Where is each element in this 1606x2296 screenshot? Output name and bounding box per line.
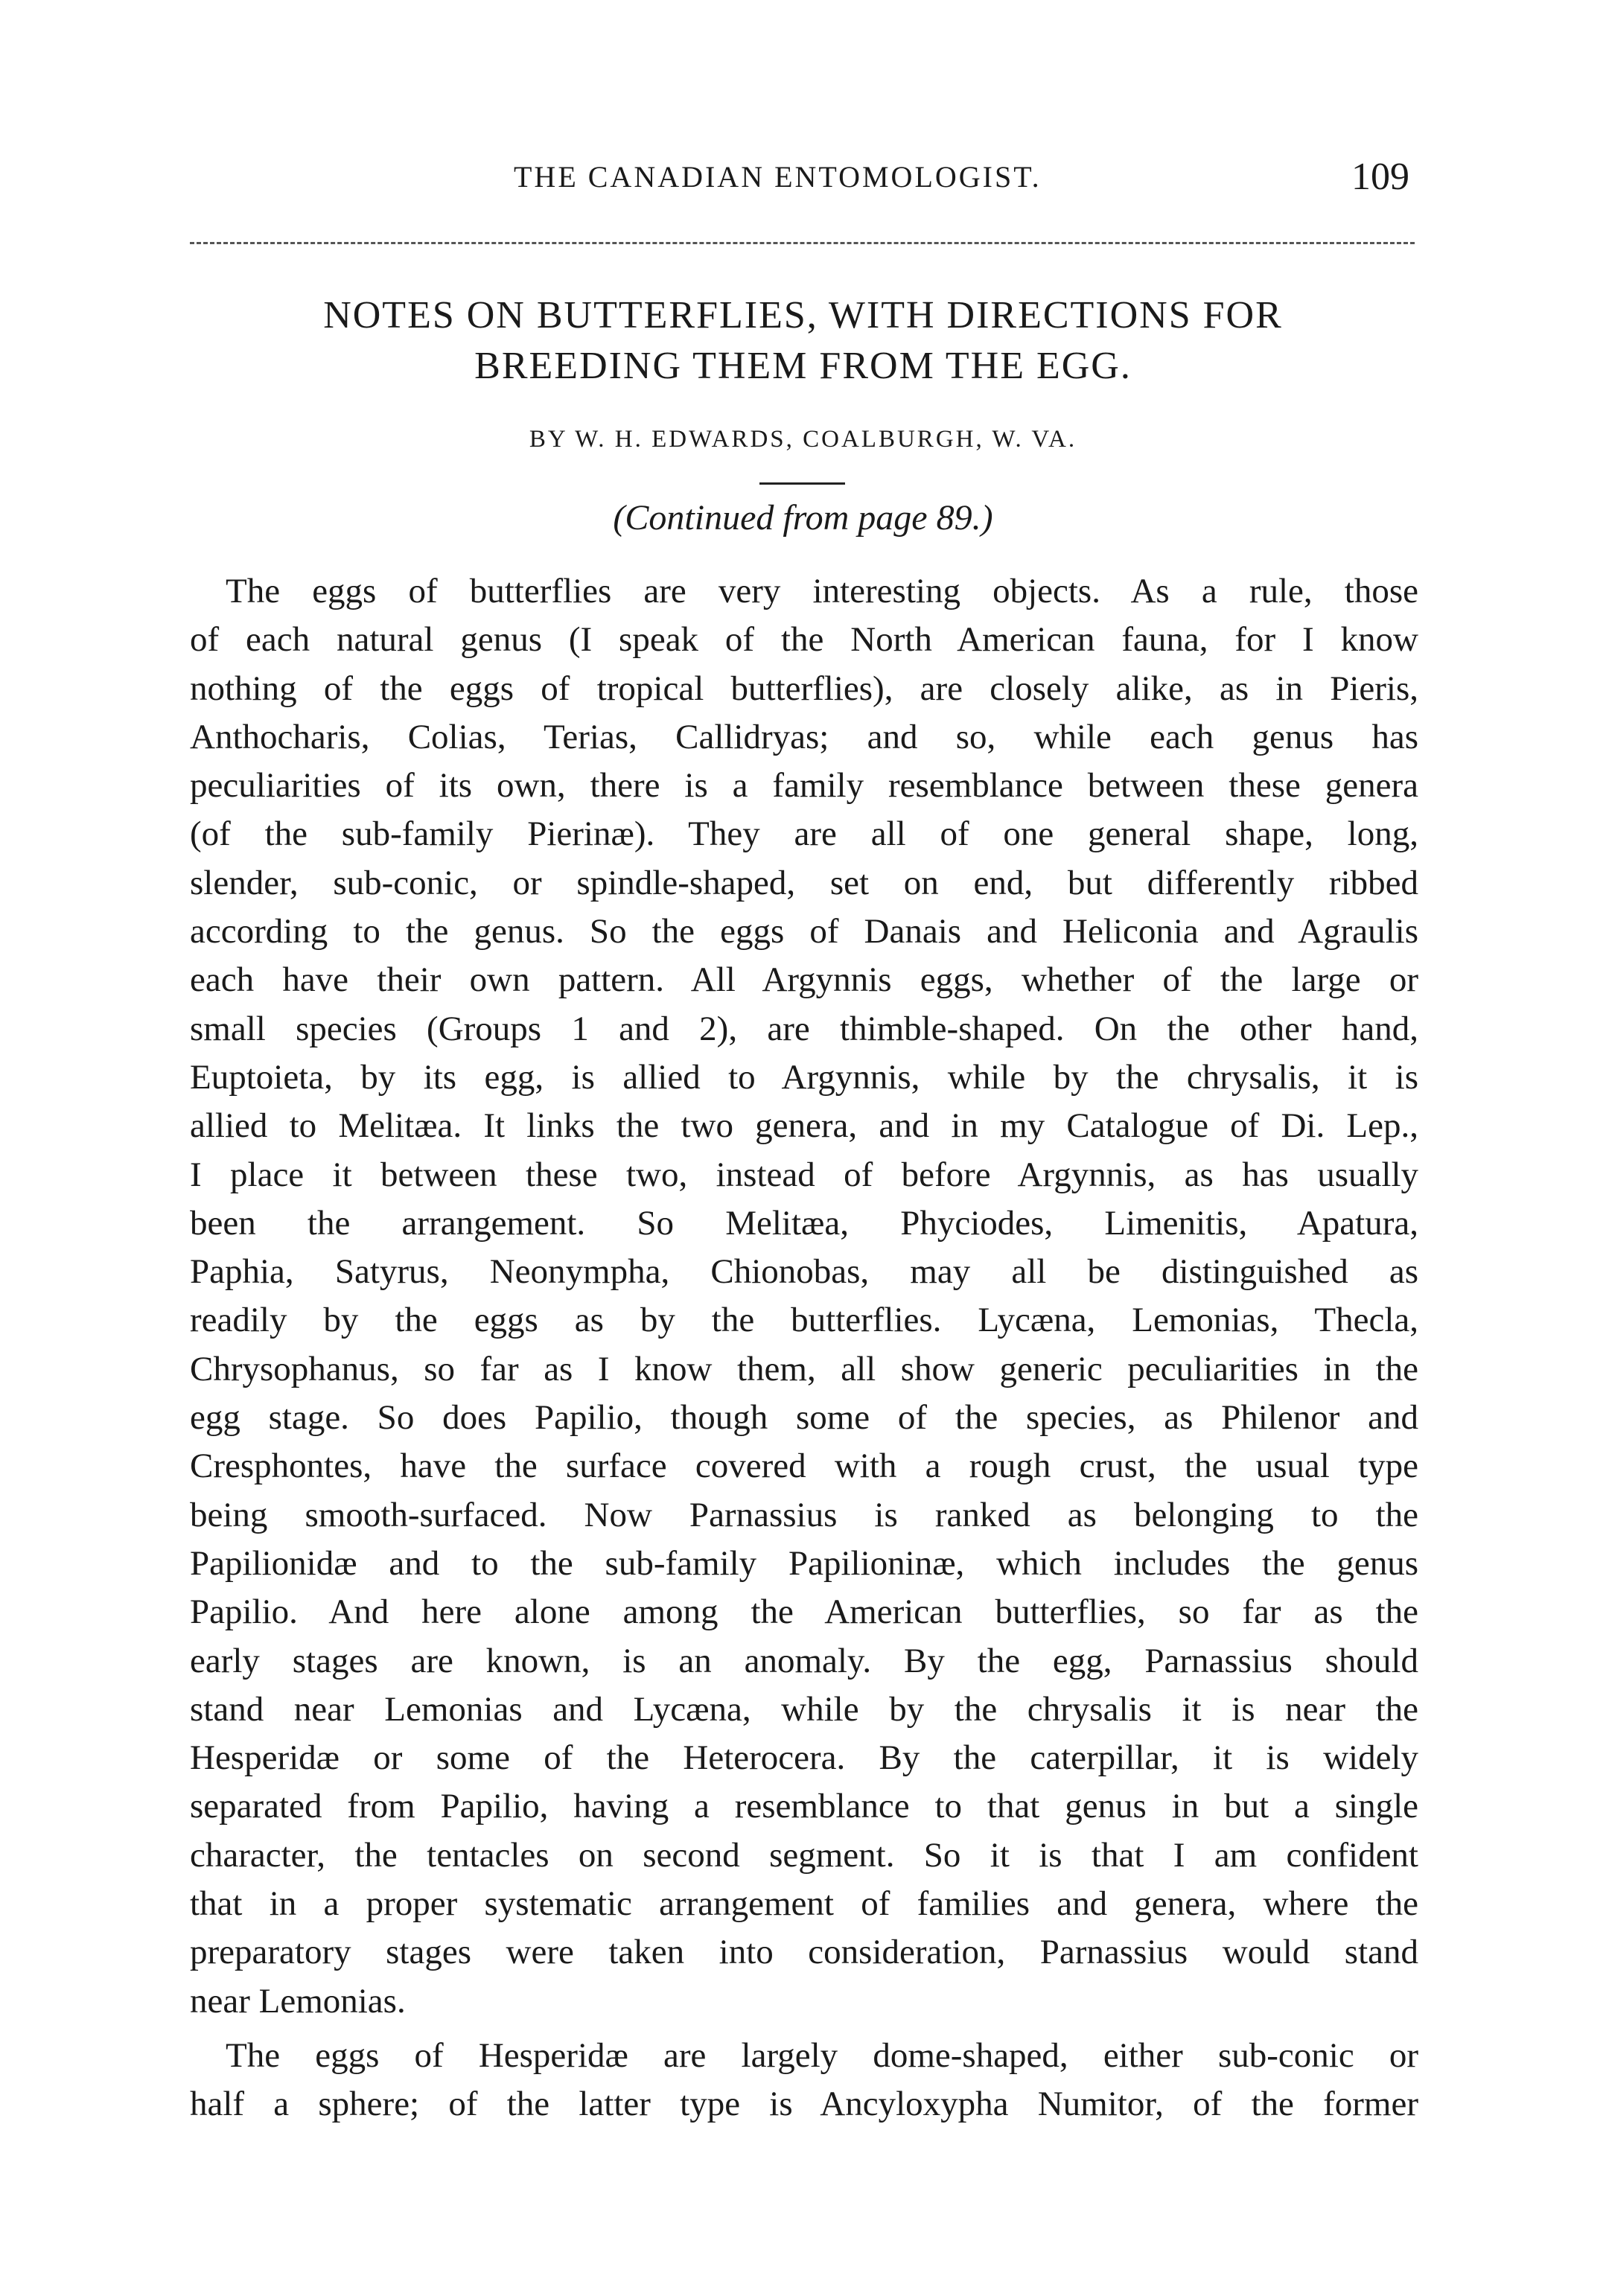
text-line: Cresphontes, have the surface covered with a rough crust, the usual type [190, 1447, 1418, 1486]
text-line: Hesperidæ or some of the Heterocera. By the caterpillar, it is widely [190, 1738, 1418, 1778]
body-text [190, 567, 1418, 2129]
paragraph [190, 2032, 1418, 2129]
article-title-line-2: BREEDING THEM FROM THE EGG. [474, 345, 1132, 387]
text-line: preparatory stages were taken into consideration, Parnassius would stand [190, 1933, 1418, 1972]
text-line: that in a proper systematic arrangement of families and genera, where the [190, 1884, 1418, 1924]
text-line: Chrysophanus, so far as I know them, all show generic peculiarities in the [190, 1349, 1418, 1388]
text-line: Papilio. And here alone among the American butterflies, so far as the [190, 1592, 1418, 1632]
article-title-line-1: NOTES ON BUTTERFLIES, WITH DIRECTIONS FOR [323, 294, 1283, 337]
text-line: early stages are known, is an anomaly. By the egg, Parnassius should [190, 1641, 1418, 1680]
text-line: character, the tentacles on second segment. So it is that I am confident [190, 1835, 1418, 1875]
text-line: each have their own pattern. All Argynnis eggs, whether of the large or [190, 960, 1418, 1000]
text-line: I place it between these two, instead of before Argynnis, as has usually [190, 1155, 1418, 1194]
text-line: peculiarities of its own, there is a family resemblance between these genera [190, 766, 1418, 806]
text-line: been the arrangement. So Melitæa, Phyciodes, Limenitis, Apatura, [190, 1203, 1418, 1243]
text-line: stand near Lemonias and Lycæna, while by the chrysalis it is near the [190, 1689, 1418, 1729]
byline: BY W. H. EDWARDS, COALBURGH, W. VA. [529, 426, 1077, 453]
running-title: THE CANADIAN ENTOMOLOGIST. [514, 160, 1042, 194]
text-line: The eggs of Hesperidæ are largely dome-shaped, either sub-conic or [226, 2035, 1418, 2075]
text-line: allied to Melitæa. It links the two genera, and in my Catalogue of Di. Lep., [190, 1106, 1418, 1146]
text-line: Anthocharis, Colias, Terias, Callidryas; and so, while each genus has [190, 717, 1418, 756]
text-line: being smooth-surfaced. Now Parnassius is ranked as belonging to the [190, 1495, 1418, 1534]
continued-note: (Continued from page 89.) [613, 498, 993, 538]
article-title [0, 290, 1606, 392]
text-line: readily by the eggs as by the butterflies. Lycæna, Lemonias, Thecla, [190, 1301, 1418, 1340]
text-line: (of the sub-family Pierinæ). They are all of one general shape, long, [190, 814, 1418, 854]
header-rule [190, 242, 1415, 244]
text-line: The eggs of butterflies are very interesting objects. As a rule, those [226, 572, 1418, 610]
running-head [0, 155, 1606, 200]
text-line: Euptoieta, by its egg, is allied to Argynnis, while by the chrysalis, it is [190, 1057, 1418, 1097]
byline-rule [759, 482, 845, 485]
text-line: Paphia, Satyrus, Neonympha, Chionobas, may all be distinguished as [190, 1252, 1418, 1292]
text-line: egg stage. So does Papilio, though some of the species, as Philenor and [190, 1398, 1418, 1438]
text-line: half a sphere; of the latter type is Ancyloxypha Numitor, of the former [190, 2085, 1418, 2124]
text-line: near Lemonias. [190, 1981, 406, 2021]
text-line: nothing of the eggs of tropical butterflies), are closely alike, as in Pieris, [190, 669, 1418, 708]
paragraph [190, 567, 1418, 2026]
text-line: Papilionidæ and to the sub-family Papilioninæ, which includes the genus [190, 1543, 1418, 1583]
text-line: according to the genus. So the eggs of Danais and Heliconia and Agraulis [190, 912, 1418, 951]
text-line: small species (Groups 1 and 2), are thimble-shaped. On the other hand, [190, 1009, 1418, 1048]
text-line: of each natural genus (I speak of the North American fauna, for I know [190, 620, 1418, 660]
text-line: slender, sub-conic, or spindle-shaped, set on end, but differently ribbed [190, 863, 1418, 902]
text-line: separated from Papilio, having a resemblance to that genus in but a single [190, 1787, 1418, 1826]
page-number: 109 [1351, 156, 1409, 198]
